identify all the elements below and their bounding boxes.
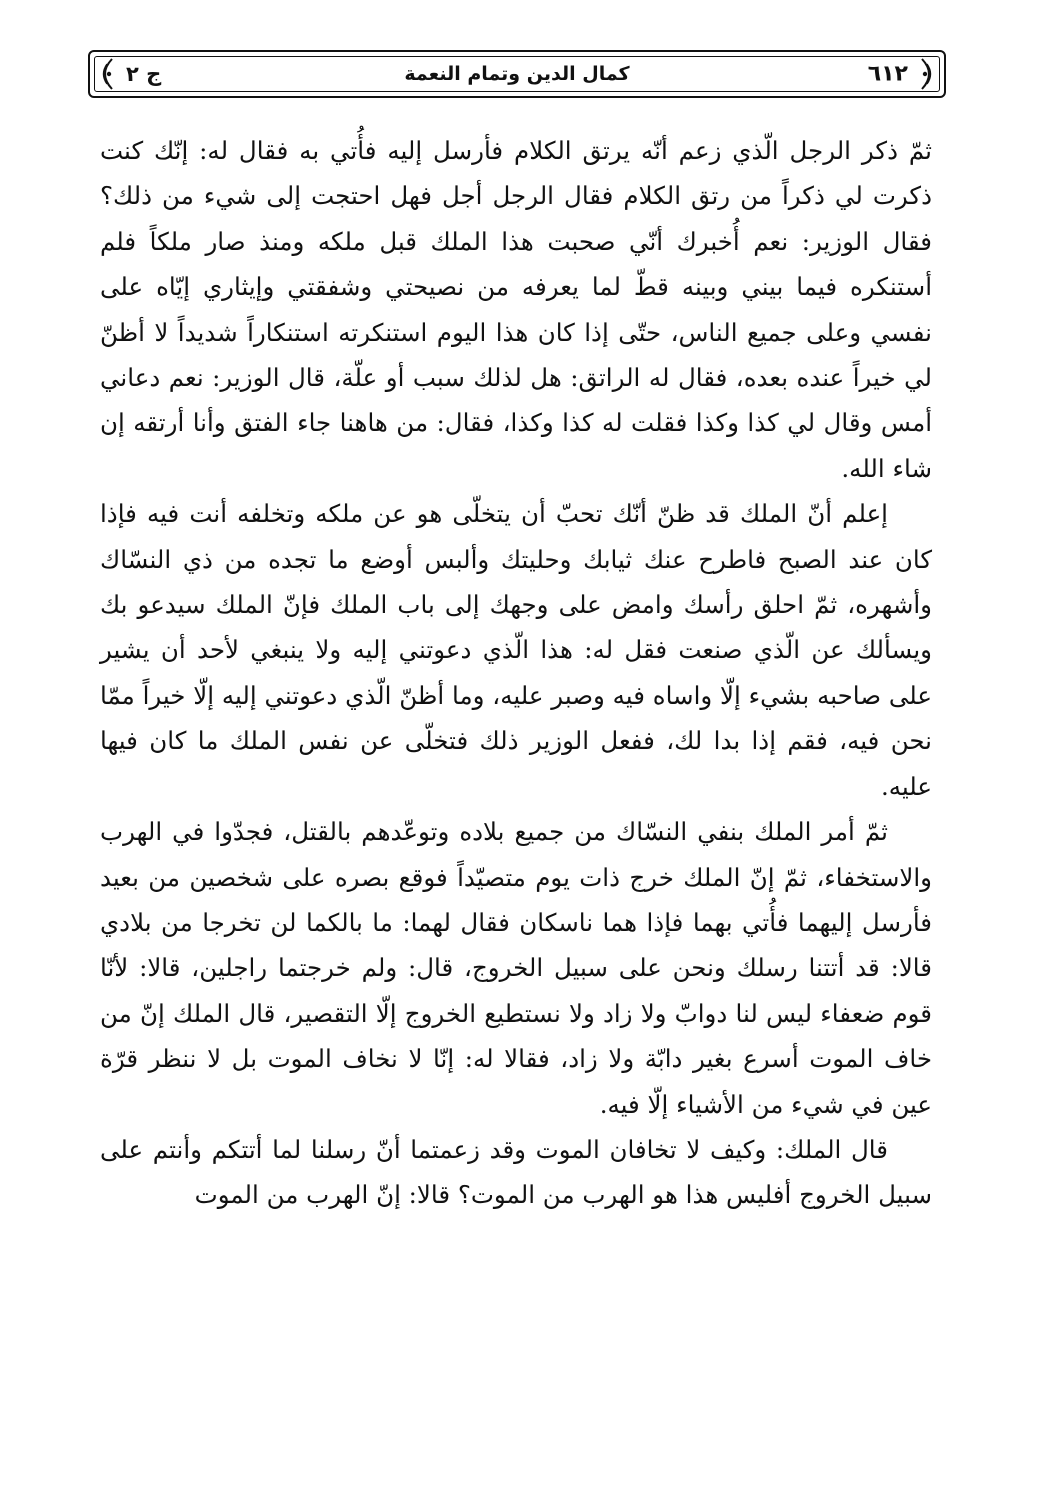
paragraph: ثمّ ذكر الرجل الّذي زعم أنّه يرتق الكلام فأرسل إليه فأُتي به فقال له: إنّك كنت ذكرت لي ذكراً من رتق الكلام فقال الرجل أجل فهل احتجت إلى شيء من ذلك؟ فقال الوزير: نعم أُخبرك أنّي صحبت هذا الملك قبل ملكه ومنذ صار ملكاً فلم أستنكره فيما بيني وبينه قطّ لما يعرفه من نصيحتي وشفقتي وإيثاري إيّاه على نفسي وعلى جميع الناس، حتّى إذا كان هذا اليوم استنكرته استنكاراً شديداً لا أظنّ لي خيراً عنده بعده، فقال له الراتق: هل لذلك سبب أو علّة، قال الوزير: نعم دعاني أمس وقال لي كذا وكذا فقلت له كذا وكذا، فقال: من هاهنا جاء الفتق وأنا أرتقه إن شاء الله. bbox=[100, 136, 932, 483]
paragraph: إعلم أنّ الملك قد ظنّ أنّك تحبّ أن يتخلّى هو عن ملكه وتخلفه أنت فيه فإذا كان عند الصبح فاطرح عنك ثيابك وحليتك وألبس أوضع ما تجده من ذي النسّاك وأشهره، ثمّ احلق رأسك وامض على وجهك إلى باب الملك فإنّ الملك سيدعو بك ويسألك عن الّذي صنعت فقل له: هذا الّذي دعوتني إليه ولا ينبغي لأحد أن يشير على صاحبه بشيء إلّا واساه فيه وصبر عليه، وما أظنّ الّذي دعوتني إليه إلّا خيراً ممّا نحن فيه، فقم إذا بدا لك، ففعل الوزير ذلك فتخلّى عن نفس الملك ما كان فيها عليه. bbox=[100, 499, 932, 801]
volume-label: ج ٢ bbox=[126, 62, 162, 86]
paragraph: ثمّ أمر الملك بنفي النسّاك من جميع بلاده وتوعّدهم بالقتل، فجدّوا في الهرب والاستخفاء، ثمّ إنّ الملك خرج ذات يوم متصيّداً فوقع بصره على شخصين من بعيد فأرسل إليهما فأُتي بهما فإذا هما ناسكان فقال لهما: ما بالكما لن تخرجا من بلادي قالا: قد أتتنا رسلك ونحن على سبيل الخروج، قال: ولم خرجتما راجلين، قالا: لأنّا قوم ضعفاء ليس لنا دوابّ ولا زاد ولا نستطيع الخروج إلّا التقصير، قال الملك إنّ من خاف الموت أسرع بغير دابّة ولا زاد، فقالا له: إنّا لا نخاف الموت بل لا ننظر قرّة عين في شيء من الأشياء إلّا فيه. bbox=[100, 817, 932, 1119]
page-number: ٦١٢ bbox=[867, 61, 908, 87]
ornament-icon bbox=[96, 57, 114, 91]
running-header bbox=[88, 50, 946, 98]
book-title: كمال الدين وتمام النعمة bbox=[404, 63, 630, 85]
main-text bbox=[100, 128, 932, 1218]
paragraph: قال الملك: وكيف لا تخافان الموت وقد زعمتما أنّ رسلنا لما أتتكم وأنتم على سبيل الخروج أفليس هذا هو الهرب من الموت؟ قالا: إنّ الهرب من الموت bbox=[100, 1134, 932, 1210]
